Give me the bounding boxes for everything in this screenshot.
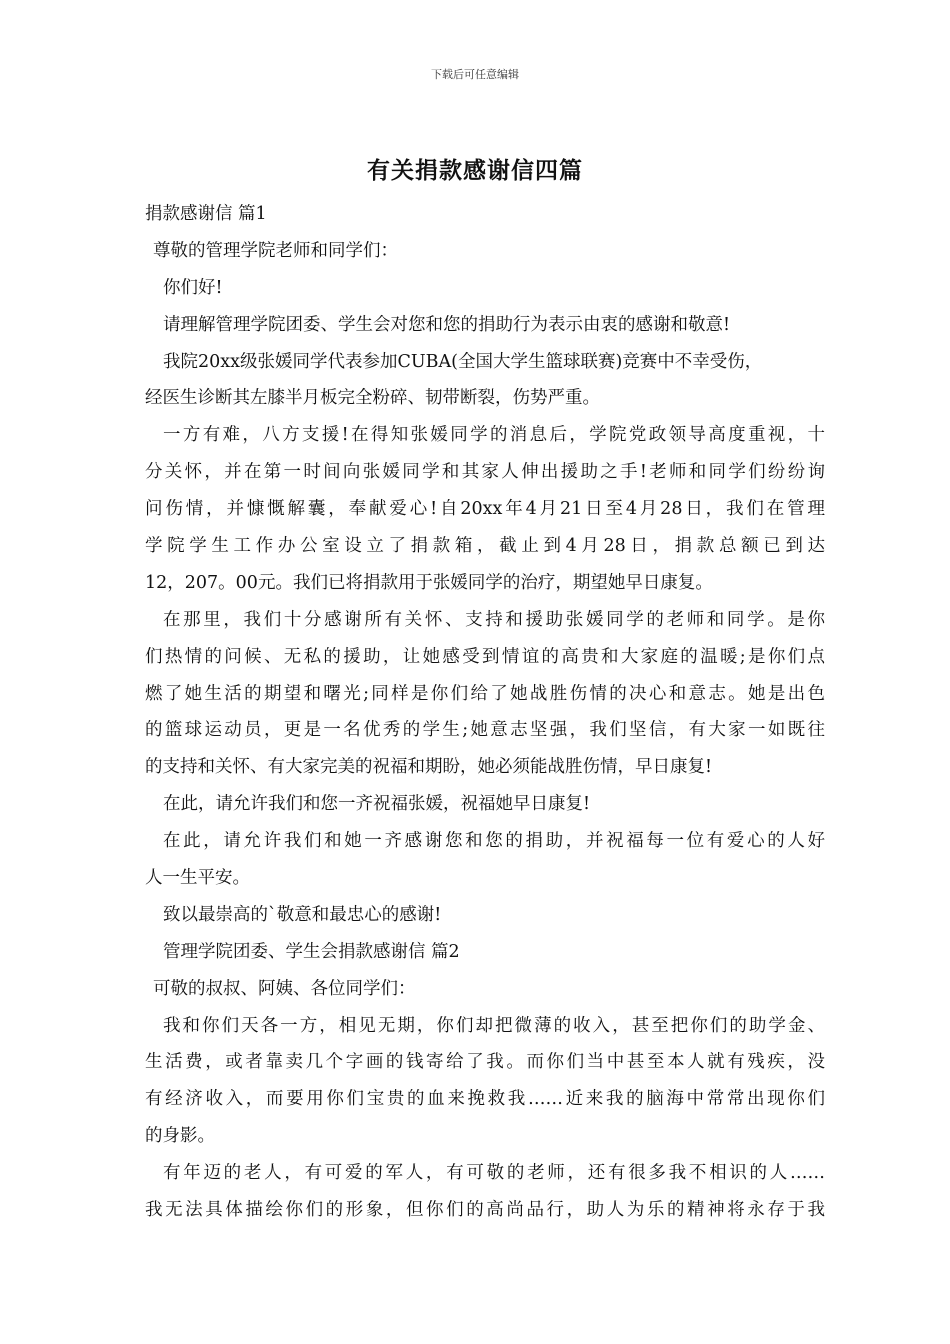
paragraph-line: 致以最崇高的`敬意和最忠心的感谢! [163,904,442,925]
paragraph-line: 我院20xx级张媛同学代表参加CUBA(全国大学生篮球联赛)竞赛中不幸受伤， [163,351,763,372]
paragraph-line: 经医生诊断其左膝半月板完全粉碎、韧带断裂，伤势严重。 [145,388,600,409]
paragraph-line: 12，207。00元。我们已将捐款用于张媛同学的治疗，期望她早日康复。 [145,572,713,593]
paragraph-line: 生活费，或者靠卖几个字画的钱寄给了我。而你们当中甚至本人就有残疾，没 [145,1052,825,1073]
paragraph-line: 有年迈的老人，有可爱的军人，有可敬的老师，还有很多我不相识的人…… [163,1163,825,1184]
paragraph-line: 的支持和关怀、有大家完美的祝福和期盼，她必须能战胜伤情，早日康复! [145,757,713,778]
paragraph-line: 尊敬的管理学院老师和同学们： [153,240,398,261]
paragraph-line: 一方有难，八方支援!在得知张媛同学的消息后，学院党政领导高度重视，十 [163,425,825,446]
paragraph-line: 燃了她生活的期望和曙光;同样是你们给了她战胜伤情的决心和意志。她是出色 [145,683,825,704]
paragraph-line: 们热情的问候、无私的援助，让她感受到情谊的高贵和大家庭的温暖;是你们点 [145,646,825,667]
paragraph-line: 我和你们天各一方，相见无期，你们却把微薄的收入，甚至把你们的助学金、 [163,1015,825,1036]
paragraph-line: 在那里，我们十分感谢所有关怀、支持和援助张媛同学的老师和同学。是你 [163,609,825,630]
paragraph-line: 可敬的叔叔、阿姨、各位同学们： [153,978,416,999]
paragraph-line: 你们好! [163,277,223,298]
paragraph-line: 的身影。 [145,1126,215,1147]
paragraph-line: 学院学生工作办公室设立了捐款箱，截止到4月28日，捐款总额已到达 [145,536,825,557]
paragraph-line: 有经济收入，而要用你们宝贵的血来挽救我……近来我的脑海中常常出现你们 [145,1089,825,1110]
paragraph-line: 我无法具体描绘你们的形象，但你们的高尚品行，助人为乐的精神将永存于我 [145,1200,825,1221]
paragraph-line: 捐款感谢信 篇1 [145,204,267,224]
paragraph-line: 的篮球运动员，更是一名优秀的学生;她意志坚强，我们坚信，有大家一如既往 [145,720,825,741]
paragraph-line: 分关怀，并在第一时间向张媛同学和其家人伸出援助之手!老师和同学们纷纷询 [145,462,825,483]
paragraph-line: 在此，请允许我们和您一齐祝福张媛，祝福她早日康复! [163,794,591,815]
document-body [145,196,825,1229]
page-header-note: 下载后可任意编辑 [431,68,519,81]
paragraph-line: 管理学院团委、学生会捐款感谢信 篇2 [163,941,460,962]
paragraph-line: 人一生平安。 [145,868,250,889]
paragraph-line: 请理解管理学院团委、学生会对您和您的捐助行为表示由衷的感谢和敬意! [163,314,731,335]
paragraph-line: 在此，请允许我们和她一齐感谢您和您的捐助，并祝福每一位有爱心的人好 [163,831,825,852]
document-title: 有关捐款感谢信四篇 [367,157,583,184]
paragraph-line: 问伤情，并慷慨解囊，奉献爱心!自20xx年4月21日至4月28日，我们在管理 [145,499,825,520]
